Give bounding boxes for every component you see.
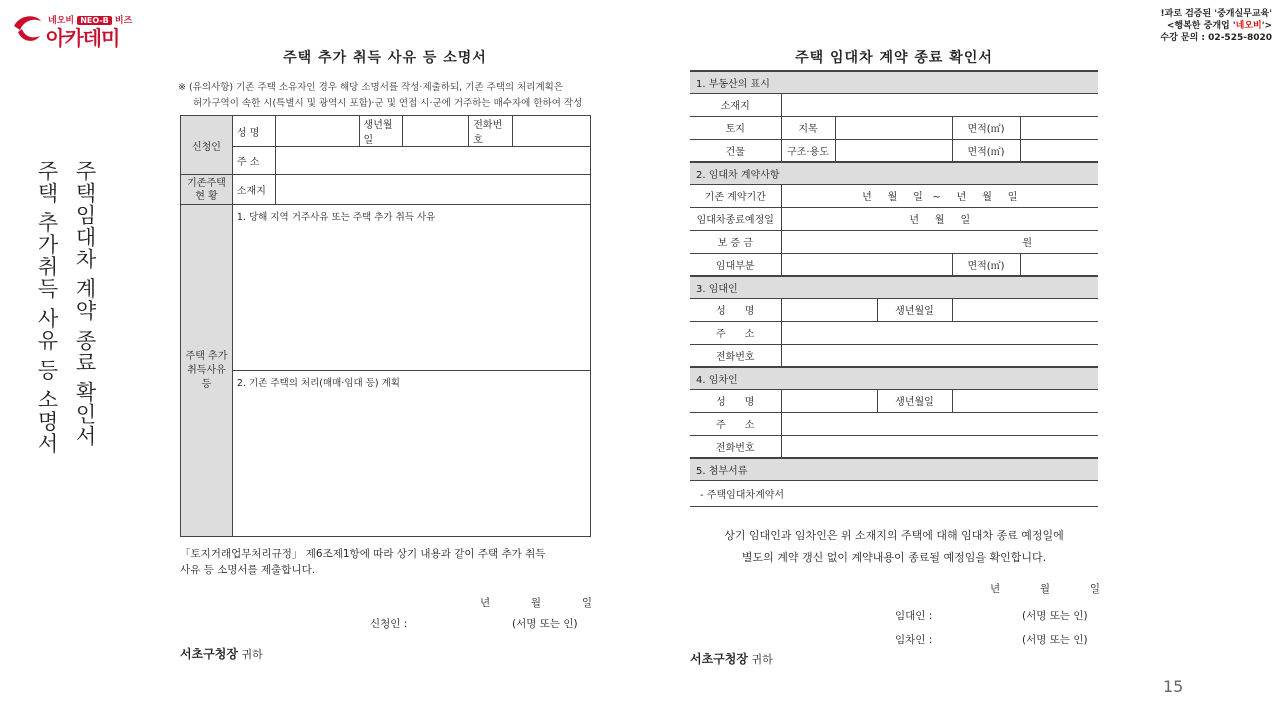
name-field xyxy=(275,116,359,147)
left-form-note: ※ (유의사항) 기존 주택 소유자인 경우 해당 소명서를 작성·제출하되, 기존 주택의 처리계획은 허가구역이 속한 시(특별시 및 광역시 포함)·군 및 연접 시·군에 거주하는 매수자에 한하여 작성 xyxy=(178,82,583,109)
slide-title-line2: 주택 추가취득 사유 등 소명서 xyxy=(35,160,59,455)
lessee-sign-label: 임차인 : xyxy=(895,634,933,646)
lessee-address-field xyxy=(781,412,1098,435)
land-category-field xyxy=(835,116,952,139)
lessor-phone-field xyxy=(781,344,1098,367)
left-form-table xyxy=(180,115,591,537)
end-date-value: 년 월 일 xyxy=(781,207,1098,230)
address-field xyxy=(275,147,590,175)
lessor-phone-label: 전화번호 xyxy=(690,344,781,367)
lessee-name-field xyxy=(781,389,877,412)
reason-label: 주택 추가 취득사유 등 xyxy=(181,205,233,537)
lessee-phone-field xyxy=(781,435,1098,458)
structure-use-label: 구조·용도 xyxy=(781,139,835,162)
land-label: 토지 xyxy=(690,116,781,139)
lessor-name-label: 성 명 xyxy=(690,298,781,321)
structure-use-field xyxy=(835,139,952,162)
logo-swoosh-icon xyxy=(10,12,44,46)
location-label: 소재지 xyxy=(690,93,781,116)
birth-label: 생년월일 xyxy=(359,116,403,147)
lessor-birth-field xyxy=(952,298,1098,321)
leased-part-label: 임대부분 xyxy=(690,253,781,276)
lessee-birth-label: 생년월일 xyxy=(877,389,952,412)
academy-logo xyxy=(8,8,138,48)
contract-period-value: 년 월 일 ~ 년 월 일 xyxy=(781,184,1098,207)
right-declaration: 상기 임대인과 임차인은 위 소재지의 주택에 대해 임대차 종료 예정일에 별도의 계약 갱신 없이 계약내용이 종료될 예정임을 확인합니다. xyxy=(724,529,1064,564)
slogan-line2: <행복한 중개업 '네오비'> xyxy=(1166,21,1272,31)
deposit-label: 보 증 금 xyxy=(690,230,781,253)
lessor-signature-label: (서명 또는 인) xyxy=(1022,610,1088,622)
lessor-birth-label: 생년월일 xyxy=(877,298,952,321)
logo-main-text: 아카데미 xyxy=(46,26,120,50)
right-date: 년 월 일 xyxy=(990,583,1100,595)
building-area-field xyxy=(1020,139,1098,162)
land-area-field xyxy=(1020,116,1098,139)
page-number: 15 xyxy=(1163,677,1184,696)
leased-area-field xyxy=(1020,253,1098,276)
attachment-item: - 주택임대차계약서 xyxy=(690,480,1098,506)
location-field xyxy=(275,175,590,205)
slogan-line3: 수강 문의 : 02-525-8020 xyxy=(1160,33,1272,43)
left-date: 년 월 일 xyxy=(480,597,592,609)
lessee-signature-label: (서명 또는 인) xyxy=(1022,634,1088,646)
phone-field xyxy=(513,116,591,147)
name-label: 성 명 xyxy=(232,116,275,147)
lessor-sign-label: 임대인 : xyxy=(895,610,933,622)
lessor-address-label: 주 소 xyxy=(690,321,781,344)
end-date-label: 임대차종료예정일 xyxy=(690,207,781,230)
lessor-address-field xyxy=(781,321,1098,344)
phone-label: 전화번호 xyxy=(469,116,513,147)
contract-period-label: 기존 계약기간 xyxy=(690,184,781,207)
birth-field xyxy=(403,116,469,147)
building-label: 건물 xyxy=(690,139,781,162)
section2-header: 2. 임대차 계약사항 xyxy=(690,162,1098,184)
right-form-table xyxy=(690,70,1098,507)
building-area-label: 면적(㎡) xyxy=(952,139,1020,162)
section1-header: 1. 부동산의 표시 xyxy=(690,71,1098,93)
reason-item2: 2. 기존 주택의 처리(매매·임대 등) 계획 xyxy=(232,371,590,537)
section5-header: 5. 첨부서류 xyxy=(690,458,1098,480)
leased-area-label: 면적(㎡) xyxy=(952,253,1020,276)
left-declaration: 「토지거래업무처리규정」 제6조제1항에 따라 상기 내용과 같이 주택 추가 취득 사유 등 소명서를 제출합니다. xyxy=(180,548,546,576)
left-signer-label: 신청인 : xyxy=(370,618,408,630)
slogan-line1: !과로 검증된 '중개실무교육' xyxy=(1160,9,1272,19)
left-form-title: 주택 추가 취득 사유 등 소명서 xyxy=(283,50,487,66)
section4-header: 4. 임차인 xyxy=(690,367,1098,389)
existing-house-label: 기존주택 현 황 xyxy=(181,175,233,205)
land-category-label: 지목 xyxy=(781,116,835,139)
address-label: 주 소 xyxy=(232,147,275,175)
section3-header: 3. 임대인 xyxy=(690,276,1098,298)
lessee-birth-field xyxy=(952,389,1098,412)
left-signature-label: (서명 또는 인) xyxy=(512,618,578,630)
right-form-title: 주택 임대차 계약 종료 확인서 xyxy=(795,50,993,66)
right-addressee: 서초구청장 귀하 xyxy=(690,652,773,666)
slogan xyxy=(1160,8,1272,44)
left-addressee: 서초구청장 귀하 xyxy=(180,647,263,661)
lessee-address-label: 주 소 xyxy=(690,412,781,435)
logo-top-text: 네오비 xyxy=(48,16,75,26)
lessee-phone-label: 전화번호 xyxy=(690,435,781,458)
slide-title-line1: 주택임대차 계약 종료 확인서 xyxy=(73,160,97,448)
deposit-unit: 원 xyxy=(781,230,1098,253)
land-area-label: 면적(㎡) xyxy=(952,116,1020,139)
slide-title xyxy=(20,160,110,455)
reason-item1: 1. 당해 지역 거주사유 또는 주택 추가 취득 사유 xyxy=(232,205,590,371)
lessee-name-label: 성 명 xyxy=(690,389,781,412)
logo-badge: NEO-B xyxy=(77,16,112,25)
location-field xyxy=(781,93,1098,116)
logo-suffix: 비즈 xyxy=(114,16,133,26)
applicant-label: 신청인 xyxy=(181,116,233,175)
lessor-name-field xyxy=(781,298,877,321)
leased-part-field xyxy=(781,253,952,276)
location-label: 소재지 xyxy=(232,175,275,205)
